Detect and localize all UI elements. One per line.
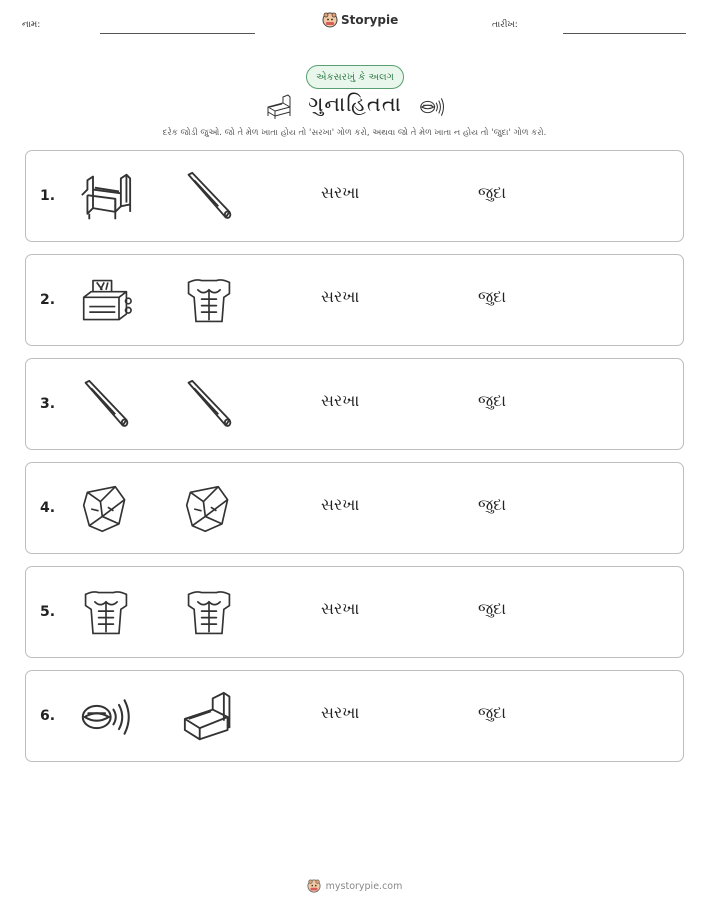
bed-icon [181,691,237,743]
question-row-5 [25,566,684,658]
footer [0,879,709,893]
toolbox-icon [78,275,134,327]
question-row-1 [25,150,684,242]
instructions: દરેક જોડી જુઓ. જો તે મેળ ખાતા હોય તો 'સરખા' ગોળ કરો, અથવા જો તે મેળ ખાતા ન હોય તો 'જુદા' ગોળ કરો. [162,128,547,138]
worksheet-header [0,0,709,50]
row-number: 5. [40,604,56,620]
right-image [181,379,237,431]
different-option[interactable]: જુદા [478,391,507,410]
rock-icon [78,483,134,535]
stick-icon [78,379,134,431]
storypie-mascot-icon [322,12,338,28]
row-number: 6. [40,708,56,724]
row-number: 3. [40,396,56,412]
category-badge: એકસરખું કે અલગ [306,65,404,89]
stick-icon [181,171,237,223]
same-option[interactable]: સરખા [321,391,360,410]
same-option[interactable]: સરખા [321,703,360,722]
right-image [181,691,237,743]
bed-icon [262,92,294,120]
name-label: નામ: [22,20,41,30]
footer-url[interactable]: mystorypie.com [325,880,403,892]
bed-icon [78,171,134,223]
date-label: તારીખ: [492,20,518,30]
right-image [181,587,237,639]
torso-icon [78,587,134,639]
right-image [181,483,237,535]
torso-icon [181,275,237,327]
date-line[interactable] [563,33,686,34]
storypie-mascot-icon [307,879,321,893]
same-option[interactable]: સરખા [321,495,360,514]
rock-icon [181,483,237,535]
different-option[interactable]: જુદા [478,703,507,722]
worksheet-title: ગુનાહિતતા [308,92,402,116]
brand-logo [322,12,398,28]
title-row [0,90,709,124]
mouth-sound-icon [78,691,134,743]
question-row-4 [25,462,684,554]
same-option[interactable]: સરખા [321,183,360,202]
question-row-6 [25,670,684,762]
left-image [78,171,134,223]
mouth-sound-icon [419,96,445,118]
different-option[interactable]: જુદા [478,183,507,202]
question-row-3 [25,358,684,450]
row-number: 2. [40,292,56,308]
left-image [78,691,134,743]
different-option[interactable]: જુદા [478,495,507,514]
row-number: 1. [40,188,56,204]
stick-icon [181,379,237,431]
row-number: 4. [40,500,56,516]
same-option[interactable]: સરખા [321,287,360,306]
question-row-2 [25,254,684,346]
different-option[interactable]: જુદા [478,599,507,618]
different-option[interactable]: જુદા [478,287,507,306]
left-image [78,587,134,639]
right-image [181,275,237,327]
same-option[interactable]: સરખા [321,599,360,618]
left-image [78,379,134,431]
right-image [181,171,237,223]
torso-icon [181,587,237,639]
left-image [78,275,134,327]
brand-name: Storypie [341,13,399,27]
name-line[interactable] [100,33,255,34]
left-image [78,483,134,535]
